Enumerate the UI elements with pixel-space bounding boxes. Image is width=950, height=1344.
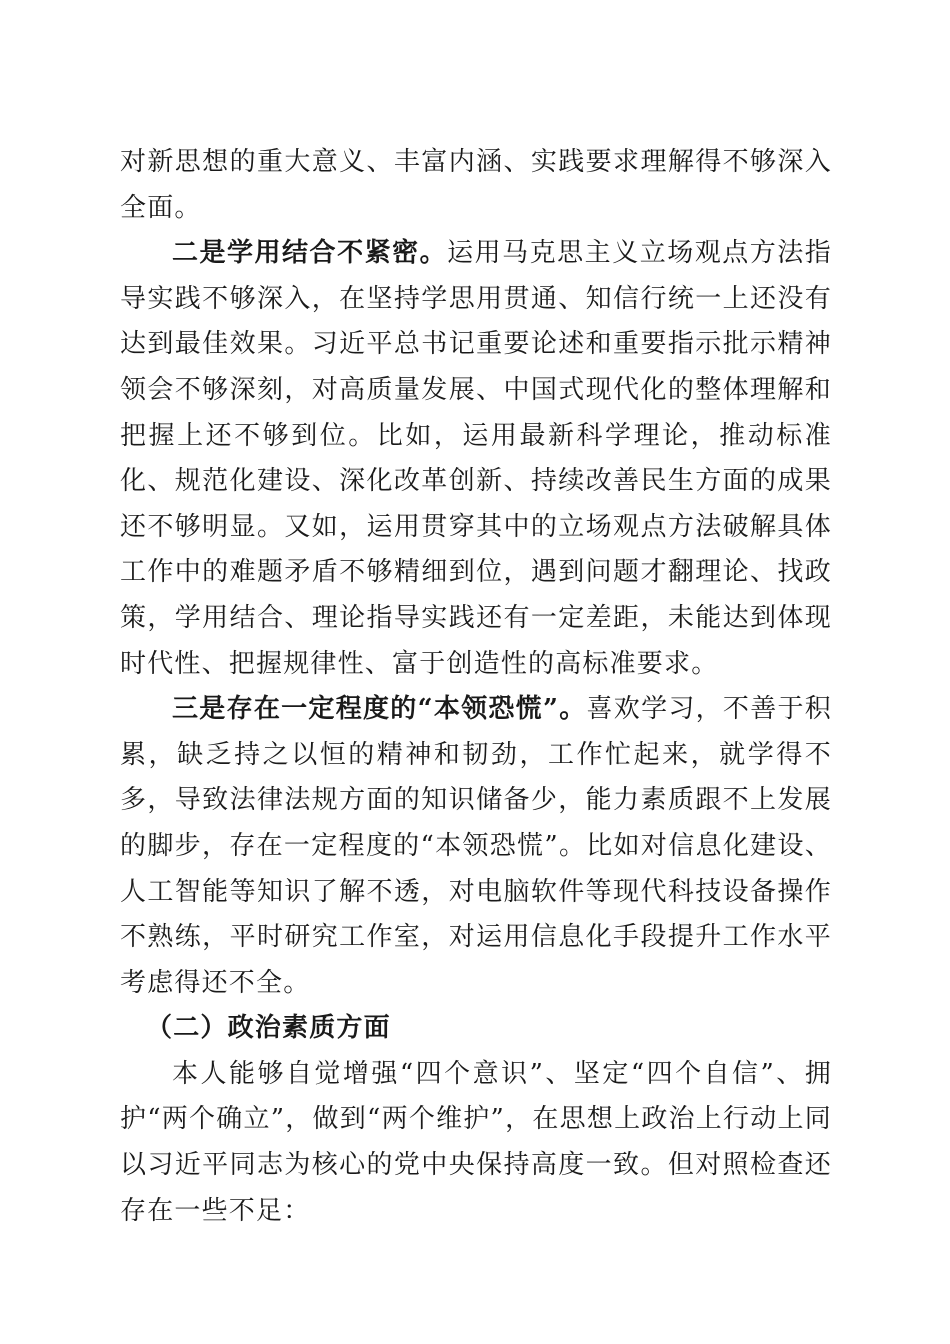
paragraph-lead: 二是学用结合不紧密。 (172, 238, 448, 269)
paragraph-lead: 三是存在一定程度的“本领恐慌”。 (172, 694, 587, 725)
paragraph-skill-panic (120, 687, 832, 1006)
paragraph-study-application (120, 231, 832, 687)
document-body (120, 140, 832, 1234)
paragraph-body: 运用马克思主义立场观点方法指导实践不够深入，在坚持学思用贯通、知信行统一上还没有达到最佳效果。习近平总书记重要论述和重要指示批示精神领会不够深刻，对高质量发展、中国式现代化的整体理解和把握上还不够到位。比如，运用最新科学理论，推动标准化、规范化建设、深化改革创新、持续改善民生方面的成果还不够明显。又如，运用贯穿其中的立场观点方法破解具体工作中的难题矛盾不够精细到位，遇到问题才翻理论、找政策，学用结合、理论指导实践还有一定差距，未能达到体现时代性、把握规律性、富于创造性的高标准要求。 (120, 238, 832, 679)
paragraph-political-quality: 本人能够自觉增强“四个意识”、坚定“四个自信”、拥护“两个确立”，做到“两个维护”，在思想上政治上行动上同以习近平同志为核心的党中央保持高度一致。但对照检查还存在一些不足： (120, 1058, 832, 1226)
paragraph-body: 喜欢学习，不善于积累，缺乏持之以恒的精神和韧劲，工作忙起来，就学得不多，导致法律法规方面的知识储备少，能力素质跟不上发展的脚步，存在一定程度的“本领恐慌”。比如对信息化建设、人工智能等知识了解不透，对电脑软件等现代科技设备操作不熟练，平时研究工作室，对运用信息化手段提升工作水平考虑得还不全。 (120, 694, 832, 998)
paragraph-continuation: 对新思想的重大意义、丰富内涵、实践要求理解得不够深入全面。 (120, 147, 832, 223)
section-heading: （二）政治素质方面 (146, 1013, 391, 1044)
